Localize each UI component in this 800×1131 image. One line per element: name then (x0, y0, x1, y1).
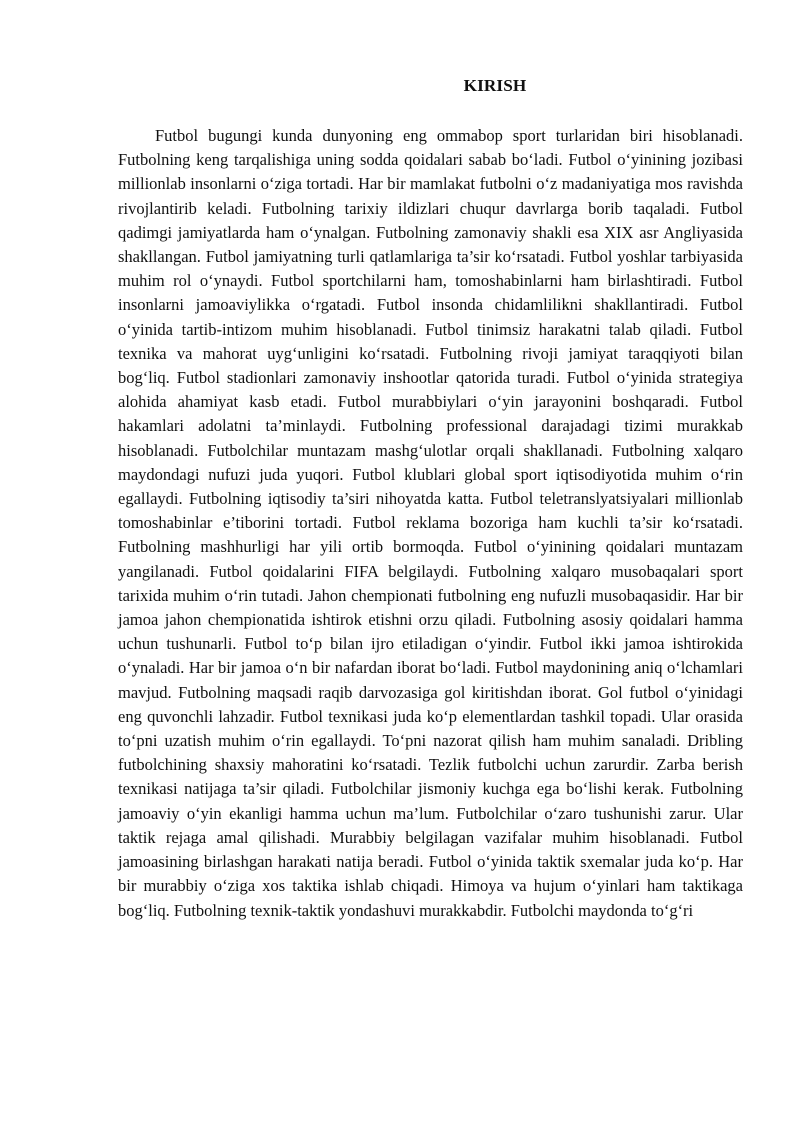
body-paragraph: Futbol bugungi kunda dunyoning eng ommabop sport turlaridan biri hisoblanadi. Futbolning keng tarqalishiga uning sodda qoidalari sabab bo‘ladi. Futbol o‘yinining jozibasi millionlab insonlarni o‘ziga tortadi. Har bir mamlakat futbolni o‘z madaniyatiga mos ravishda rivojlantirib keladi. Futbolning tarixiy ildizlari chuqur davrlarga borib taqaladi. Futbol qadimgi jamiyatlarda ham o‘ynalgan. Futbolning zamonaviy shakli esa XIX asr Angliyasida shakllangan. Futbol jamiyatning turli qatlamlariga ta’sir ko‘rsatadi. Futbol yoshlar tarbiyasida muhim rol o‘ynaydi. Futbol sportchilarni ham, tomoshabinlarni ham birlashtiradi. Futbol insonlarni jamoaviylikka o‘rgatadi. Futbol insonda chidamlilikni shakllantiradi. Futbol o‘yinida tartib-intizom muhim hisoblanadi. Futbol tinimsiz harakatni talab qiladi. Futbol texnika va mahorat uyg‘unligini ko‘rsatadi. Futbolning rivoji jamiyat taraqqiyoti bilan bog‘liq. Futbol stadionlari zamonaviy inshootlar qatorida turadi. Futbol o‘yinida strategiya alohida ahamiyat kasb etadi. Futbol murabbiylari o‘yin jarayonini boshqaradi. Futbol hakamlari adolatni ta’minlaydi. Futbolning professional darajadagi tizimi murakkab hisoblanadi. Futbolchilar muntazam mashg‘ulotlar orqali shakllanadi. Futbolning xalqaro maydondagi nufuzi juda yuqori. Futbol klublari global sport iqtisodiyotida muhim o‘rin egallaydi. Futbolning iqtisodiy ta’siri nihoyatda katta. Futbol teletranslyatsiyalari millionlab tomoshabinlar e’tiborini tortadi. Futbol reklama bozoriga ham kuchli ta’sir ko‘rsatadi. Futbolning mashhurligi har yili ortib bormoqda. Futbol o‘yinining qoidalari muntazam yangilanadi. Futbol qoidalarini FIFA belgilaydi. Futbolning xalqaro musobaqalari sport tarixida muhim o‘rin tutadi. Jahon chempionati futbolning eng nufuzli musobaqasidir. Har bir jamoa jahon chempionatida ishtirok etishni orzu qiladi. Futbolning asosiy qoidalari hamma uchun tushunarli. Futbol to‘p bilan ijro etiladigan o‘yindir. Futbol ikki jamoa ishtirokida o‘ynaladi. Har bir jamoa o‘n bir nafardan iborat bo‘ladi. Futbol maydonining aniq o‘lchamlari mavjud. Futbolning maqsadi raqib darvozasiga gol kiritishdan iborat. Gol futbol o‘yinidagi eng quvonchli lahzadir. Futbol texnikasi juda ko‘p elementlardan tashkil topadi. Ular orasida to‘pni uzatish muhim o‘rin egallaydi. To‘pni nazorat qilish ham muhim sanaladi. Dribling futbolchining shaxsiy mahoratini ko‘rsatadi. Tezlik futbolchi uchun zarurdir. Zarba berish texnikasi natijaga ta’sir qiladi. Futbolchilar jismoniy kuchga ega bo‘lishi kerak. Futbolning jamoaviy o‘yin ekanligi hamma uchun ma’lum. Futbolchilar o‘zaro tushunishi zarur. Ular taktik rejaga amal qilishadi. Murabbiy belgilagan vazifalar muhim hisoblanadi. Futbol jamoasining birlashgan harakati natija beradi. Futbol o‘yinida taktik sxemalar juda ko‘p. Har bir murabbiy o‘ziga xos taktika ishlab chiqadi. Himoya va hujum o‘yinlari ham taktikaga bog‘liq. Futbolning texnik-taktik yondashuvi murakkabdir. Futbolchi maydonda to‘g‘ri (118, 126, 743, 920)
document-title: KIRISH (463, 76, 527, 95)
